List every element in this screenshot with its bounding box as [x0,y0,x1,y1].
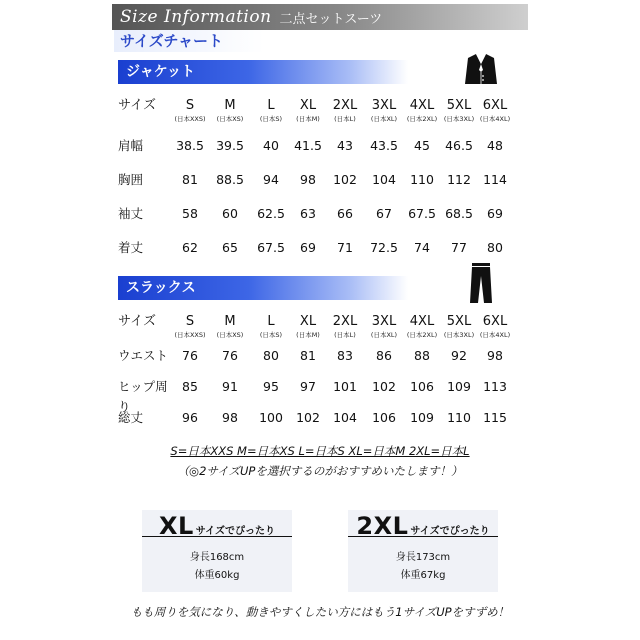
measurement-value: 77 [451,240,467,255]
jp-size-cell: (日本S) [259,115,283,123]
measurement-value: 67.5 [257,240,285,255]
measurement-value: 71 [337,240,353,255]
measurement-value: 69 [300,240,316,255]
measurement-label: 袖丈 [118,206,144,221]
measurement-value: 76 [182,348,198,363]
measurement-value: 104 [372,172,396,187]
size-header-cell: L [267,98,275,113]
size-header-cell: 2XL [332,314,358,329]
fit-example-xl-weight: 体重60kg [194,570,240,581]
chart-title: サイズチャート [114,30,264,52]
size-header-cell: 4XL [409,314,435,329]
measurement-value: 38.5 [176,138,204,153]
jp-size-cell: (日本XS) [216,115,244,123]
measurement-row [118,377,520,414]
jp-size-cell: (日本3XL) [443,115,475,123]
measurement-value: 43.5 [370,138,398,153]
measurement-value: 102 [372,379,396,394]
recommend-note: （◎2サイズUPを選択するのがおすすめいたします！） [177,464,463,478]
measurement-value: 91 [222,379,238,394]
page-header [112,4,528,30]
measurement-value: 109 [447,379,471,394]
measurement-value: 72.5 [370,240,398,255]
measurement-value: 113 [483,379,507,394]
size-header-cell: 3XL [371,314,397,329]
measurement-value: 110 [447,410,471,425]
jp-size-row [118,114,520,124]
measurement-value: 115 [483,410,507,425]
measurement-value: 60 [222,206,238,221]
measurement-value: 88.5 [216,172,244,187]
measurement-value: 40 [263,138,279,153]
measurement-value: 102 [296,410,320,425]
size-header-cell: S [185,98,195,113]
trousers-icon [468,262,494,304]
jp-size-cell: (日本M) [296,331,320,339]
measurement-row [118,204,520,224]
jp-size-cell: (日本XXS) [174,115,206,123]
size-header-cell: M [224,314,236,329]
jp-size-row [118,330,520,340]
size-header-cell: 2XL [332,98,358,113]
measurement-value: 98 [300,172,316,187]
measurement-row [118,170,520,190]
size-label: サイズ [118,314,156,329]
measurement-value: 45 [414,138,430,153]
measurement-value: 81 [182,172,198,187]
jacket-icon [462,50,500,88]
jp-size-cell: (日本4XL) [479,115,511,123]
measurement-value: 81 [300,348,316,363]
fit-example-xl-title [142,512,292,540]
measurement-value: 80 [263,348,279,363]
jp-size-cell: (日本2XL) [406,115,438,123]
measurement-label: ヒップ周り [118,379,168,414]
measurement-value: 62.5 [257,206,285,221]
measurement-value: 109 [410,410,434,425]
measurement-value: 41.5 [294,138,322,153]
jp-size-cell: (日本M) [296,115,320,123]
measurement-value: 86 [376,348,392,363]
measurement-value: 43 [337,138,353,153]
jp-size-cell: (日本2XL) [406,331,438,339]
fit-example-xl-suffix: サイズでぴったり [195,526,275,537]
measurement-row [118,346,520,366]
measurement-value: 67 [376,206,392,221]
measurement-value: 94 [263,172,279,187]
size-mapping-note: S=日本XXS M=日本XS L=日本S XL=日本M 2XL=日本L [170,444,470,458]
measurement-label: ウエスト [118,348,169,363]
measurement-value: 112 [447,172,471,187]
measurement-label: 胸囲 [118,172,144,187]
measurement-value: 67.5 [408,206,436,221]
fit-example-xl-height: 身長168cm [189,552,245,563]
measurement-value: 68.5 [445,206,473,221]
size-header-cell: 3XL [371,98,397,113]
measurement-label: 着丈 [118,240,144,255]
header-title-jp: 二点セットスーツ [279,11,383,27]
measurement-value: 69 [487,206,503,221]
measurement-value: 95 [263,379,279,394]
measurement-value: 102 [333,172,357,187]
measurement-value: 110 [410,172,434,187]
size-header-cell: 5XL [446,98,472,113]
size-header-cell: 5XL [446,314,472,329]
measurement-value: 39.5 [216,138,244,153]
measurement-value: 76 [222,348,238,363]
measurement-value: 106 [372,410,396,425]
measurement-value: 98 [487,348,503,363]
measurement-row [118,136,520,156]
measurement-value: 106 [410,379,434,394]
jp-size-cell: (日本4XL) [479,331,511,339]
jp-size-cell: (日本L) [334,115,356,123]
measurement-value: 66 [337,206,353,221]
size-header-cell: 6XL [482,314,508,329]
measurement-label: 肩幅 [118,138,144,153]
measurement-value: 46.5 [445,138,473,153]
fit-example-2xl-suffix: サイズでぴったり [410,526,490,537]
fit-example-2xl-title [348,512,498,540]
measurement-value: 92 [451,348,467,363]
jp-size-cell: (日本XL) [370,331,398,339]
measurement-value: 101 [333,379,357,394]
slacks-section-bar: スラックス [118,276,408,300]
measurement-value: 98 [222,410,238,425]
measurement-value: 88 [414,348,430,363]
header-title-en: Size Information [120,7,272,27]
size-header-cell: 4XL [409,98,435,113]
size-header-row [118,312,520,332]
measurement-value: 83 [337,348,353,363]
fit-example-2xl-weight: 体重67kg [400,570,446,581]
jp-size-cell: (日本XXS) [174,331,206,339]
measurement-value: 58 [182,206,198,221]
measurement-value: 74 [414,240,430,255]
measurement-value: 63 [300,206,316,221]
size-header-cell: L [267,314,275,329]
measurement-value: 65 [222,240,238,255]
measurement-value: 100 [259,410,283,425]
measurement-value: 48 [487,138,503,153]
fit-example-2xl-height: 身長173cm [395,552,451,563]
jp-size-cell: (日本XL) [370,115,398,123]
measurement-value: 85 [182,379,198,394]
measurement-label: 総丈 [118,410,144,425]
measurement-value: 97 [300,379,316,394]
measurement-value: 62 [182,240,198,255]
jp-size-cell: (日本XS) [216,331,244,339]
measurement-row [118,408,520,428]
jp-size-cell: (日本3XL) [443,331,475,339]
fit-example-2xl-size: 2XL [356,512,409,540]
measurement-value: 114 [483,172,507,187]
size-header-cell: M [224,98,236,113]
size-header-cell: 6XL [482,98,508,113]
size-header-cell: XL [299,98,317,113]
jp-size-cell: (日本S) [259,331,283,339]
measurement-value: 104 [333,410,357,425]
size-header-row [118,96,520,116]
jacket-section-bar: ジャケット [118,60,408,84]
fit-example-xl-size: XL [159,512,194,540]
size-header-cell: S [185,314,195,329]
footer-note: もも周りを気になり、動きやすくしたい方にはもう1サイズUPをすずめ！ [130,605,510,619]
measurement-value: 96 [182,410,198,425]
size-header-cell: XL [299,314,317,329]
measurement-row [118,238,520,258]
size-label: サイズ [118,98,156,113]
jp-size-cell: (日本L) [334,331,356,339]
measurement-value: 80 [487,240,503,255]
